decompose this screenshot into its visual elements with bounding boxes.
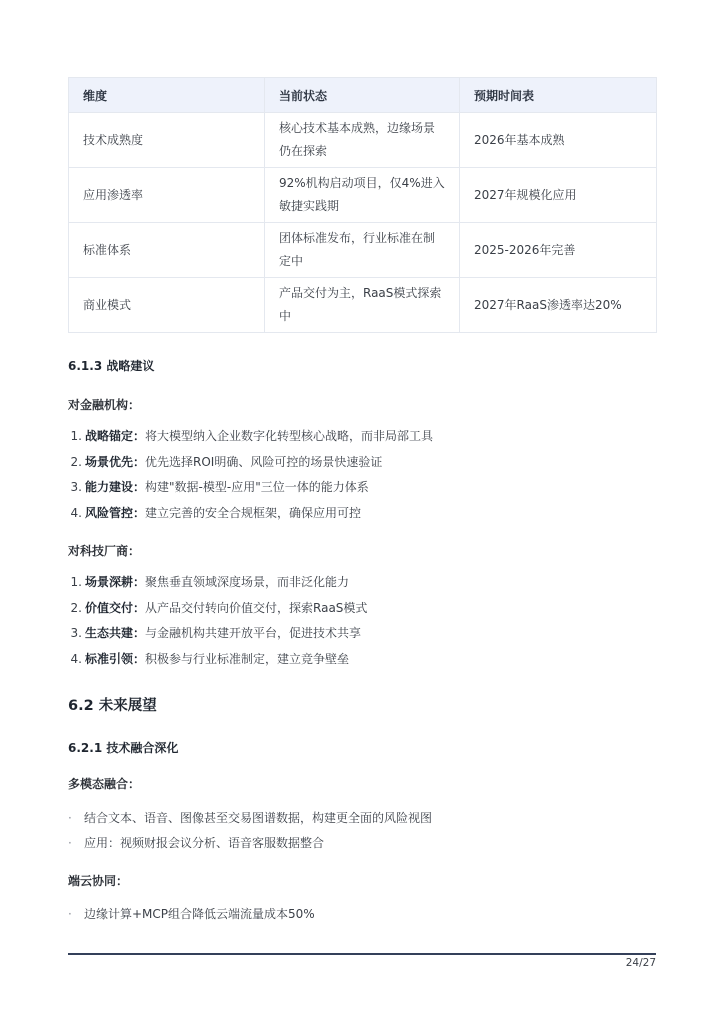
item-text: 将大模型纳入企业数字化转型核心战略，而非局部工具 xyxy=(145,429,434,443)
table-cell: 2027年规模化应用 xyxy=(460,168,657,223)
page-number: 24/27 xyxy=(625,957,656,969)
list-item xyxy=(68,450,433,476)
item-number: 1. xyxy=(70,575,82,589)
item-text: 聚焦垂直领域深度场景，而非泛化能力 xyxy=(145,575,350,589)
item-keyword: 风险管控： xyxy=(85,506,146,521)
list-item xyxy=(68,806,432,831)
table-header-row xyxy=(69,78,657,113)
edge-cloud-list xyxy=(68,902,315,927)
item-text: 积极参与行业标准制定，建立竞争壁垒 xyxy=(145,652,350,667)
tech-vendor-recommendations-list xyxy=(68,570,367,673)
list-item xyxy=(68,475,433,501)
item-keyword: 价值交付： xyxy=(85,600,146,615)
table-row xyxy=(69,223,657,278)
financial-recommendations-list xyxy=(68,424,433,527)
item-number: 3. xyxy=(70,480,82,495)
item-number: 4. xyxy=(70,652,82,667)
footer-divider xyxy=(68,953,656,955)
edge-cloud-label: 端云协同： xyxy=(68,874,129,888)
item-keyword: 生态共建： xyxy=(85,626,146,641)
table-row xyxy=(69,278,657,333)
list-item xyxy=(68,831,432,856)
item-keyword: 战略锚定： xyxy=(85,429,146,443)
item-text: 从产品交付转向价值交付，探索RaaS模式 xyxy=(145,600,368,615)
table-cell: 团体标准发布，行业标准在制定中 xyxy=(265,223,460,278)
table-cell: 2026年基本成熟 xyxy=(460,113,657,168)
section-heading-6-2-1: 6.2.1 技术融合深化 xyxy=(68,741,179,755)
item-text: 边缘计算+MCP组合降低云端流量成本50% xyxy=(84,907,315,921)
table-header-cell: 当前状态 xyxy=(265,78,460,113)
table-cell: 应用渗透率 xyxy=(69,168,265,223)
item-text: 应用：视频财报会议分析、语音客服数据整合 xyxy=(84,836,325,850)
table-cell: 商业模式 xyxy=(69,278,265,333)
item-keyword: 场景优先： xyxy=(85,454,146,469)
list-item xyxy=(68,424,433,450)
item-text: 与金融机构共建开放平台，促进技术共享 xyxy=(145,626,362,641)
list-item xyxy=(68,621,367,647)
tech-vendors-label: 对科技厂商： xyxy=(68,544,141,558)
list-item xyxy=(68,501,433,527)
status-table xyxy=(68,77,657,333)
table-cell: 2025-2026年完善 xyxy=(460,223,657,278)
item-text: 结合文本、语音、图像甚至交易图谱数据，构建更全面的风险视图 xyxy=(84,811,433,825)
item-keyword: 能力建设： xyxy=(85,480,146,495)
bullet-dot-icon: · xyxy=(68,907,72,921)
table-cell: 2027年RaaS渗透率达20% xyxy=(460,278,657,333)
bullet-dot-icon: · xyxy=(68,811,72,825)
item-text: 构建"数据-模型-应用"三位一体的能力体系 xyxy=(145,480,369,495)
bullet-dot-icon: · xyxy=(68,836,72,850)
item-number: 3. xyxy=(70,626,82,641)
table-row xyxy=(69,168,657,223)
item-number: 2. xyxy=(70,454,82,469)
financial-institutions-label: 对金融机构： xyxy=(68,398,141,412)
table-header-cell: 预期时间表 xyxy=(460,78,657,113)
table-cell: 标准体系 xyxy=(69,223,265,278)
item-text: 建立完善的安全合规框架，确保应用可控 xyxy=(145,506,362,521)
table-cell: 核心技术基本成熟，边缘场景仍在探索 xyxy=(265,113,460,168)
list-item xyxy=(68,570,367,596)
item-keyword: 场景深耕： xyxy=(85,575,146,589)
item-number: 1. xyxy=(70,429,82,443)
table-header-cell: 维度 xyxy=(69,78,265,113)
item-text: 优先选择ROI明确、风险可控的场景快速验证 xyxy=(145,454,383,469)
section-heading-6-1-3: 6.1.3 战略建议 xyxy=(68,359,155,373)
table-cell: 92%机构启动项目，仅4%进入敏捷实践期 xyxy=(265,168,460,223)
section-heading-6-2: 6.2 未来展望 xyxy=(68,698,157,714)
item-number: 4. xyxy=(70,506,82,521)
table-cell: 技术成熟度 xyxy=(69,113,265,168)
multimodal-list xyxy=(68,806,432,856)
table-cell: 产品交付为主，RaaS模式探索中 xyxy=(265,278,460,333)
item-number: 2. xyxy=(70,600,82,615)
item-keyword: 标准引领： xyxy=(85,652,146,667)
table-row xyxy=(69,113,657,168)
list-item xyxy=(68,902,315,927)
list-item xyxy=(68,596,367,622)
multimodal-label: 多模态融合： xyxy=(68,777,141,791)
list-item xyxy=(68,647,367,673)
